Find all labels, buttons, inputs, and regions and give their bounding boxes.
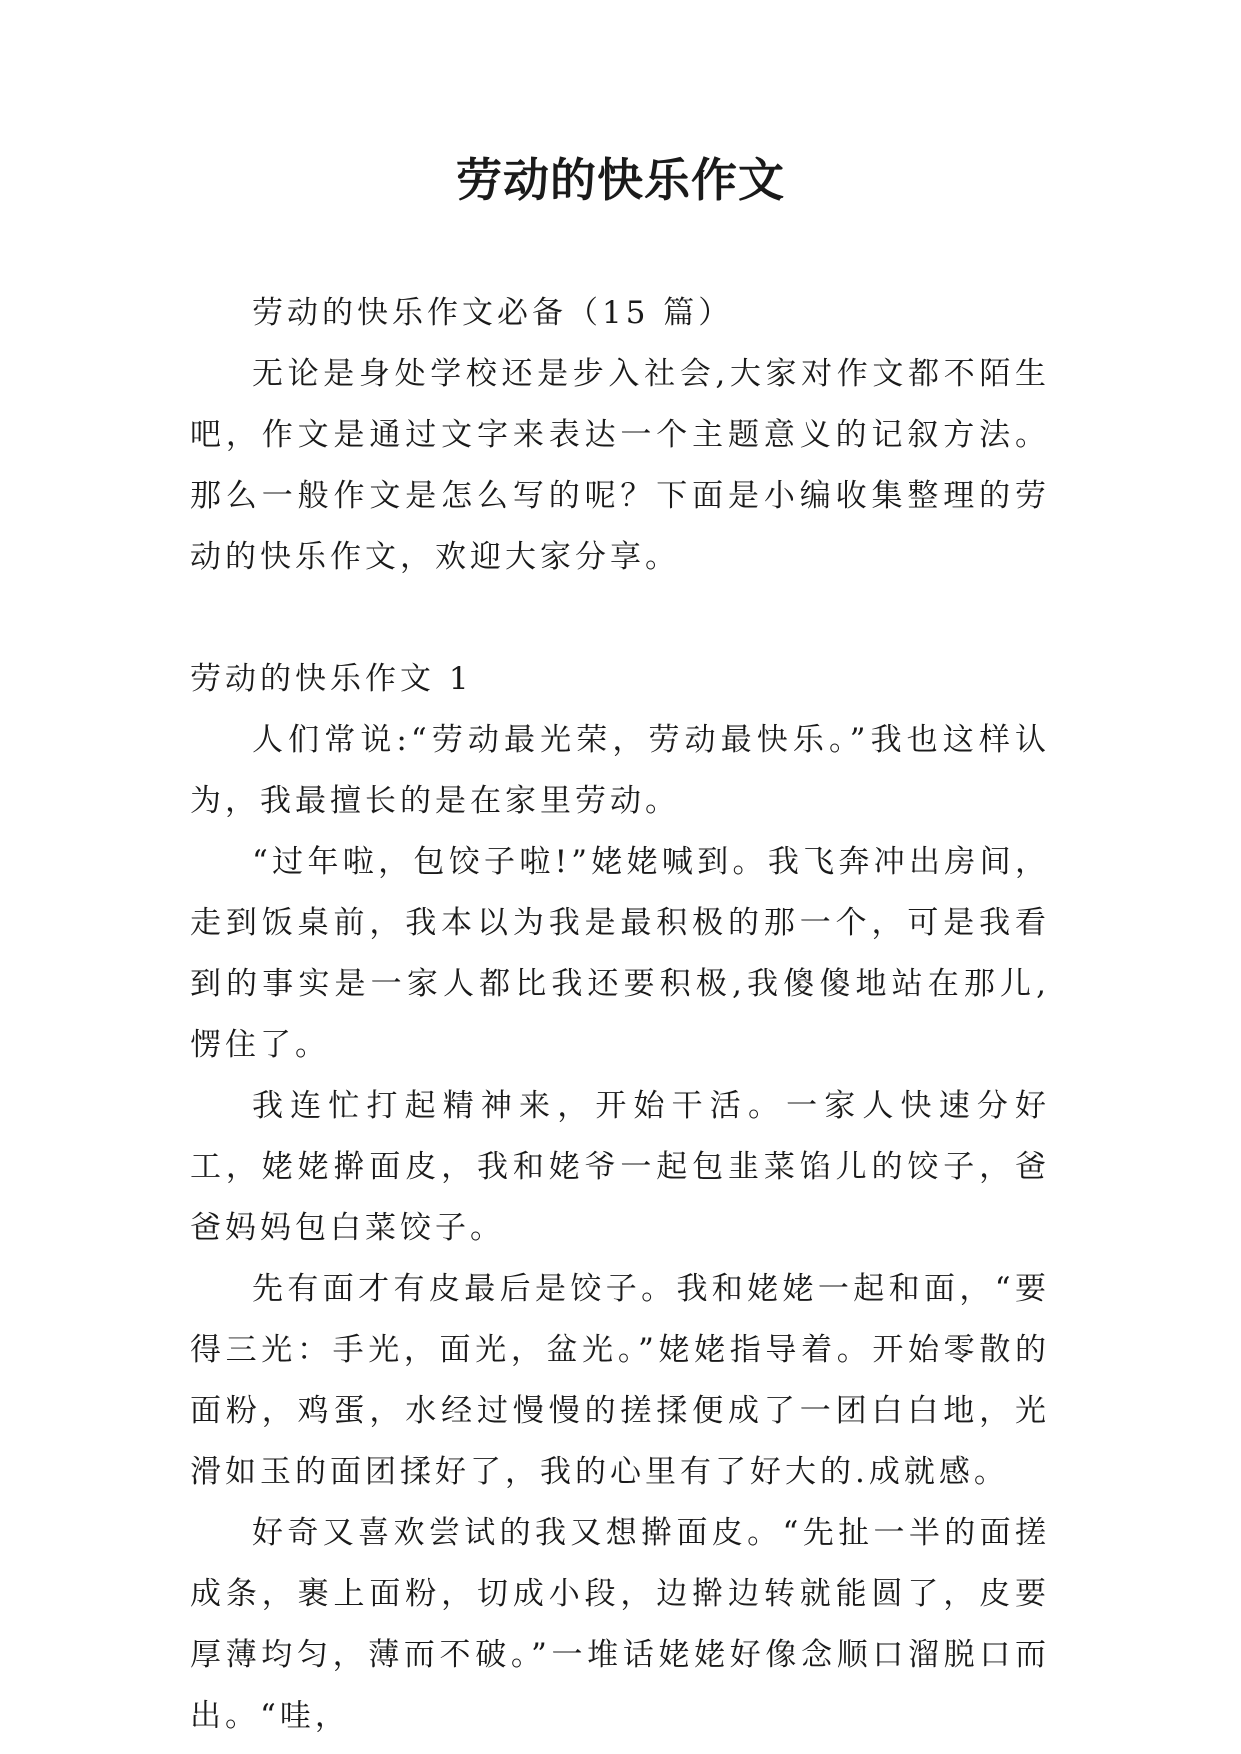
body-paragraph: 我连忙打起精神来，开始干活。一家人快速分好工，姥姥擀面皮，我和姥爷一起包韭菜馅儿的饺子，爸爸妈妈包白菜饺子。 (190, 1088, 1050, 1246)
section-spacer (190, 588, 1050, 649)
intro-paragraph: 无论是身处学校还是步入社会,大家对作文都不陌生吧，作文是通过文字来表达一个主题意义的记叙方法。那么一般作文是怎么写的呢？下面是小编收集整理的劳动的快乐作文，欢迎大家分享。 (190, 356, 1050, 575)
document-title: 劳动的快乐作文 (456, 153, 785, 207)
body-paragraph: 好奇又喜欢尝试的我又想擀面皮。“先扯一半的面搓成条，裹上面粉，切成小段，边擀边转就能圆了，皮要厚薄均匀，薄而不破。”一堆话姥姥好像念顺口溜脱口而出。“哇， (190, 1515, 1050, 1734)
section-heading: 劳动的快乐作文 1 (190, 661, 473, 697)
body-paragraph: 先有面才有皮最后是饺子。我和姥姥一起和面，“要得三光：手光，面光，盆光。”姥姥指导着。开始零散的面粉，鸡蛋，水经过慢慢的搓揉便成了一团白白地，光滑如玉的面团揉好了，我的心里有了好大的.成就感。 (190, 1271, 1050, 1490)
body-paragraph: 人们常说:“劳动最光荣，劳动最快乐。”我也这样认为，我最擅长的是在家里劳动。 (190, 722, 1050, 819)
document-body (190, 283, 1050, 1747)
document-subtitle: 劳动的快乐作文必备（15 篇） (252, 295, 734, 331)
body-paragraph: “过年啦，包饺子啦!”姥姥喊到。我飞奔冲出房间，走到饭桌前，我本以为我是最积极的那一个，可是我看到的事实是一家人都比我还要积极,我傻傻地站在那儿,愣住了。 (190, 844, 1050, 1063)
